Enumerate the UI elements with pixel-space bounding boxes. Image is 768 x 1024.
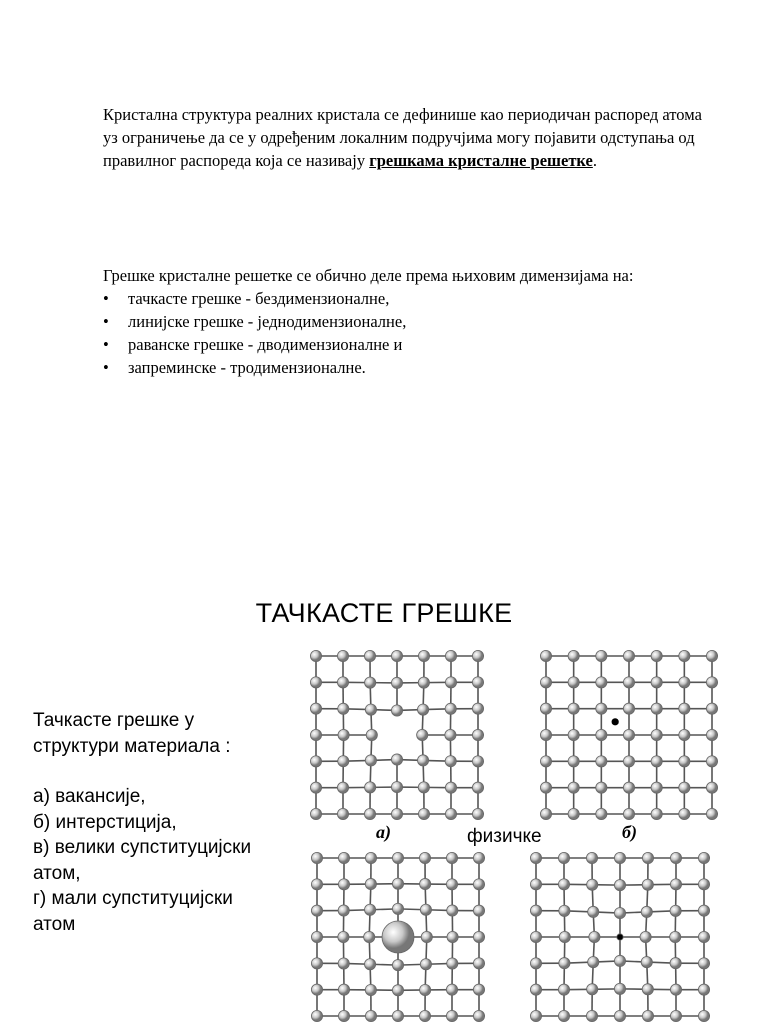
atom	[558, 879, 569, 890]
atom	[447, 905, 458, 916]
atom	[311, 931, 322, 942]
atom	[670, 879, 681, 890]
atom	[472, 782, 483, 793]
atom	[472, 677, 483, 688]
atom	[310, 782, 321, 793]
atom	[337, 677, 348, 688]
atom	[559, 905, 570, 916]
atom	[445, 782, 456, 793]
atom	[338, 984, 349, 995]
atom	[310, 650, 321, 661]
atom	[472, 756, 483, 767]
atom	[364, 931, 375, 942]
figure-label-a: а)	[376, 822, 391, 842]
atom	[679, 756, 690, 767]
atom	[530, 931, 541, 942]
atom	[642, 879, 653, 890]
interstitial-atom	[612, 718, 619, 725]
atom	[337, 782, 348, 793]
atom	[670, 852, 681, 863]
list-item-text: запреминске - тродимензионалне.	[128, 358, 366, 377]
atom	[417, 704, 428, 715]
figure-label-b: б)	[622, 822, 637, 842]
atom	[540, 650, 551, 661]
atom	[382, 921, 414, 953]
atom	[623, 756, 634, 767]
atom	[540, 677, 551, 688]
atom	[419, 852, 430, 863]
atom	[391, 705, 402, 716]
atom	[596, 703, 607, 714]
atom	[472, 703, 483, 714]
atom	[588, 957, 599, 968]
list-item-text: раванске грешке - дводимензионалне и	[128, 335, 403, 354]
atom	[698, 984, 709, 995]
atom	[473, 879, 484, 890]
atom	[679, 729, 690, 740]
atom	[365, 755, 376, 766]
atom	[568, 703, 579, 714]
atom	[530, 905, 541, 916]
atom	[596, 808, 607, 819]
atom	[670, 984, 681, 995]
atom	[651, 808, 662, 819]
atom	[338, 729, 349, 740]
list-item	[103, 287, 703, 310]
atom	[559, 958, 570, 969]
atom	[540, 808, 551, 819]
atom	[586, 852, 597, 863]
atom	[365, 782, 376, 793]
atom	[679, 808, 690, 819]
atom	[651, 729, 662, 740]
atom	[310, 756, 321, 767]
atom	[445, 756, 456, 767]
classification-list	[103, 287, 703, 379]
atom	[706, 756, 717, 767]
atom	[364, 808, 375, 819]
atom	[614, 852, 625, 863]
atom	[641, 906, 652, 917]
atom	[445, 677, 456, 688]
atom	[596, 756, 607, 767]
atom	[472, 650, 483, 661]
atom	[311, 1010, 322, 1021]
atom	[391, 754, 402, 765]
atom	[310, 703, 321, 714]
atom	[417, 755, 428, 766]
atom	[568, 677, 579, 688]
atom	[391, 650, 402, 661]
atom	[445, 808, 456, 819]
atom	[365, 878, 376, 889]
atom	[446, 1010, 457, 1021]
atom	[623, 729, 634, 740]
atom	[623, 808, 634, 819]
atom	[698, 958, 709, 969]
atom	[651, 756, 662, 767]
atom	[392, 852, 403, 863]
defect-item: б) интерстиција,	[33, 811, 177, 833]
atom	[706, 677, 717, 688]
atom	[651, 677, 662, 688]
atom	[558, 852, 569, 863]
atom	[392, 985, 403, 996]
atom	[559, 931, 570, 942]
atom	[642, 984, 653, 995]
atom	[418, 677, 429, 688]
atom	[364, 904, 375, 915]
atom	[391, 808, 402, 819]
atom	[445, 703, 456, 714]
atom	[596, 677, 607, 688]
atom	[473, 852, 484, 863]
atom	[473, 984, 484, 995]
atom	[568, 756, 579, 767]
atom	[568, 782, 579, 793]
bullet: •	[103, 358, 109, 377]
atom	[338, 958, 349, 969]
atom	[596, 650, 607, 661]
defect-item: г) мали супституцијски	[33, 888, 233, 909]
atom	[640, 931, 651, 942]
atom	[310, 677, 321, 688]
atom	[588, 906, 599, 917]
list-item	[103, 310, 703, 333]
classification-intro: Грешке кристалне решетке се обично деле према њиховим димензијама на:	[103, 266, 634, 285]
atom	[472, 808, 483, 819]
atom	[392, 1010, 403, 1021]
atom	[311, 958, 322, 969]
atom	[391, 677, 402, 688]
defect-item: атом	[33, 913, 76, 935]
list-item-text: тачкасте грешке - бездимензионалне,	[128, 289, 390, 308]
atom	[392, 878, 403, 889]
defect-item: в) велики супституцијски	[33, 837, 252, 858]
atom	[651, 703, 662, 714]
atom	[623, 677, 634, 688]
atom	[706, 782, 717, 793]
atom	[311, 879, 322, 890]
atom	[706, 650, 717, 661]
atom	[540, 703, 551, 714]
list-item-text: линијске грешке - једнодимензионалне,	[128, 312, 407, 331]
small-substitution-lattice-diagram	[528, 850, 712, 1024]
atom	[614, 983, 625, 994]
atom	[641, 957, 652, 968]
atom	[568, 729, 579, 740]
atom	[614, 1010, 625, 1021]
atom	[568, 808, 579, 819]
atom	[698, 905, 709, 916]
atom	[587, 879, 598, 890]
atom	[446, 984, 457, 995]
atom	[311, 905, 322, 916]
slide-description	[33, 708, 295, 937]
vacancy-lattice-diagram	[308, 648, 486, 822]
atom	[445, 729, 456, 740]
atom	[596, 782, 607, 793]
atom	[366, 729, 377, 740]
atom	[651, 650, 662, 661]
atom	[473, 958, 484, 969]
atom	[698, 1010, 709, 1021]
atom	[530, 852, 541, 863]
atom	[706, 703, 717, 714]
atom	[337, 808, 348, 819]
atom	[651, 782, 662, 793]
atom	[337, 650, 348, 661]
atom	[364, 959, 375, 970]
atom	[530, 984, 541, 995]
atom	[338, 879, 349, 890]
atom	[420, 984, 431, 995]
defect-item: атом,	[33, 862, 81, 884]
atom	[614, 880, 625, 891]
atom	[338, 905, 349, 916]
atom	[365, 984, 376, 995]
bullet: •	[103, 312, 109, 331]
intro-text: Кристална структура реалних кристала се дефинише као периодичан распоред атома уз ограничење да се у одређеним локалним подручјима могу појавити одступања од правилног распореда која се називају	[103, 105, 702, 170]
atom	[364, 650, 375, 661]
atom	[587, 984, 598, 995]
atom	[338, 756, 349, 767]
atom	[614, 955, 625, 966]
atom	[698, 879, 709, 890]
atom	[642, 852, 653, 863]
atom	[418, 782, 429, 793]
atom	[365, 1010, 376, 1021]
atom	[623, 782, 634, 793]
atom	[540, 729, 551, 740]
atom	[698, 852, 709, 863]
atom	[473, 905, 484, 916]
atom	[311, 852, 322, 863]
atom	[365, 852, 376, 863]
atom	[623, 703, 634, 714]
atom	[310, 808, 321, 819]
slide-intro-line: структури материала :	[33, 735, 231, 757]
atom	[418, 808, 429, 819]
atom	[310, 729, 321, 740]
atom	[642, 1010, 653, 1021]
interstitial-lattice-diagram	[538, 648, 720, 822]
atom	[530, 958, 541, 969]
list-item	[103, 333, 703, 356]
slide-intro-line: Тачкасте грешке у	[33, 710, 195, 731]
atom	[623, 650, 634, 661]
atom	[419, 1010, 430, 1021]
slide-title: ТАЧКАСТЕ ГРЕШКЕ	[255, 598, 513, 628]
atom	[447, 958, 458, 969]
atom	[706, 808, 717, 819]
atom	[614, 907, 625, 918]
atom	[679, 677, 690, 688]
atom	[558, 1010, 569, 1021]
atom	[421, 931, 432, 942]
atom	[365, 704, 376, 715]
atom	[338, 852, 349, 863]
bullet: •	[103, 335, 109, 354]
defect-term: грешкама кристалне решетке	[369, 151, 593, 170]
atom	[338, 931, 349, 942]
atom	[670, 958, 681, 969]
atom	[473, 1010, 484, 1021]
atom	[392, 960, 403, 971]
figure-label-physical: физичке	[467, 826, 542, 847]
atom	[391, 781, 402, 792]
atom	[446, 852, 457, 863]
list-item	[103, 356, 703, 379]
intro-end: .	[592, 151, 597, 170]
atom	[472, 729, 483, 740]
atom	[473, 931, 484, 942]
large-substitution-lattice-diagram	[309, 850, 487, 1024]
atom	[338, 1010, 349, 1021]
atom	[311, 984, 322, 995]
atom	[540, 756, 551, 767]
atom	[445, 650, 456, 661]
atom	[706, 729, 717, 740]
atom	[568, 650, 579, 661]
bullet: •	[103, 289, 109, 308]
atom	[530, 1010, 541, 1021]
atom	[446, 879, 457, 890]
atom	[540, 782, 551, 793]
atom	[698, 931, 709, 942]
atom	[670, 931, 681, 942]
atom	[418, 650, 429, 661]
atom	[670, 1010, 681, 1021]
atom	[617, 934, 623, 940]
atom	[596, 729, 607, 740]
atom	[679, 650, 690, 661]
atom	[679, 703, 690, 714]
atom	[586, 1010, 597, 1021]
atom	[679, 782, 690, 793]
atom	[392, 903, 403, 914]
atom	[417, 729, 428, 740]
intro-paragraph	[103, 103, 703, 172]
spacer	[33, 759, 295, 784]
atom	[589, 931, 600, 942]
atom	[420, 959, 431, 970]
atom	[338, 703, 349, 714]
atom	[670, 905, 681, 916]
classification-paragraph	[103, 264, 703, 379]
atom	[558, 984, 569, 995]
atom	[420, 904, 431, 915]
atom	[530, 879, 541, 890]
atom	[447, 931, 458, 942]
atom	[365, 677, 376, 688]
atom	[420, 878, 431, 889]
defect-item: а) вакансије,	[33, 786, 146, 807]
